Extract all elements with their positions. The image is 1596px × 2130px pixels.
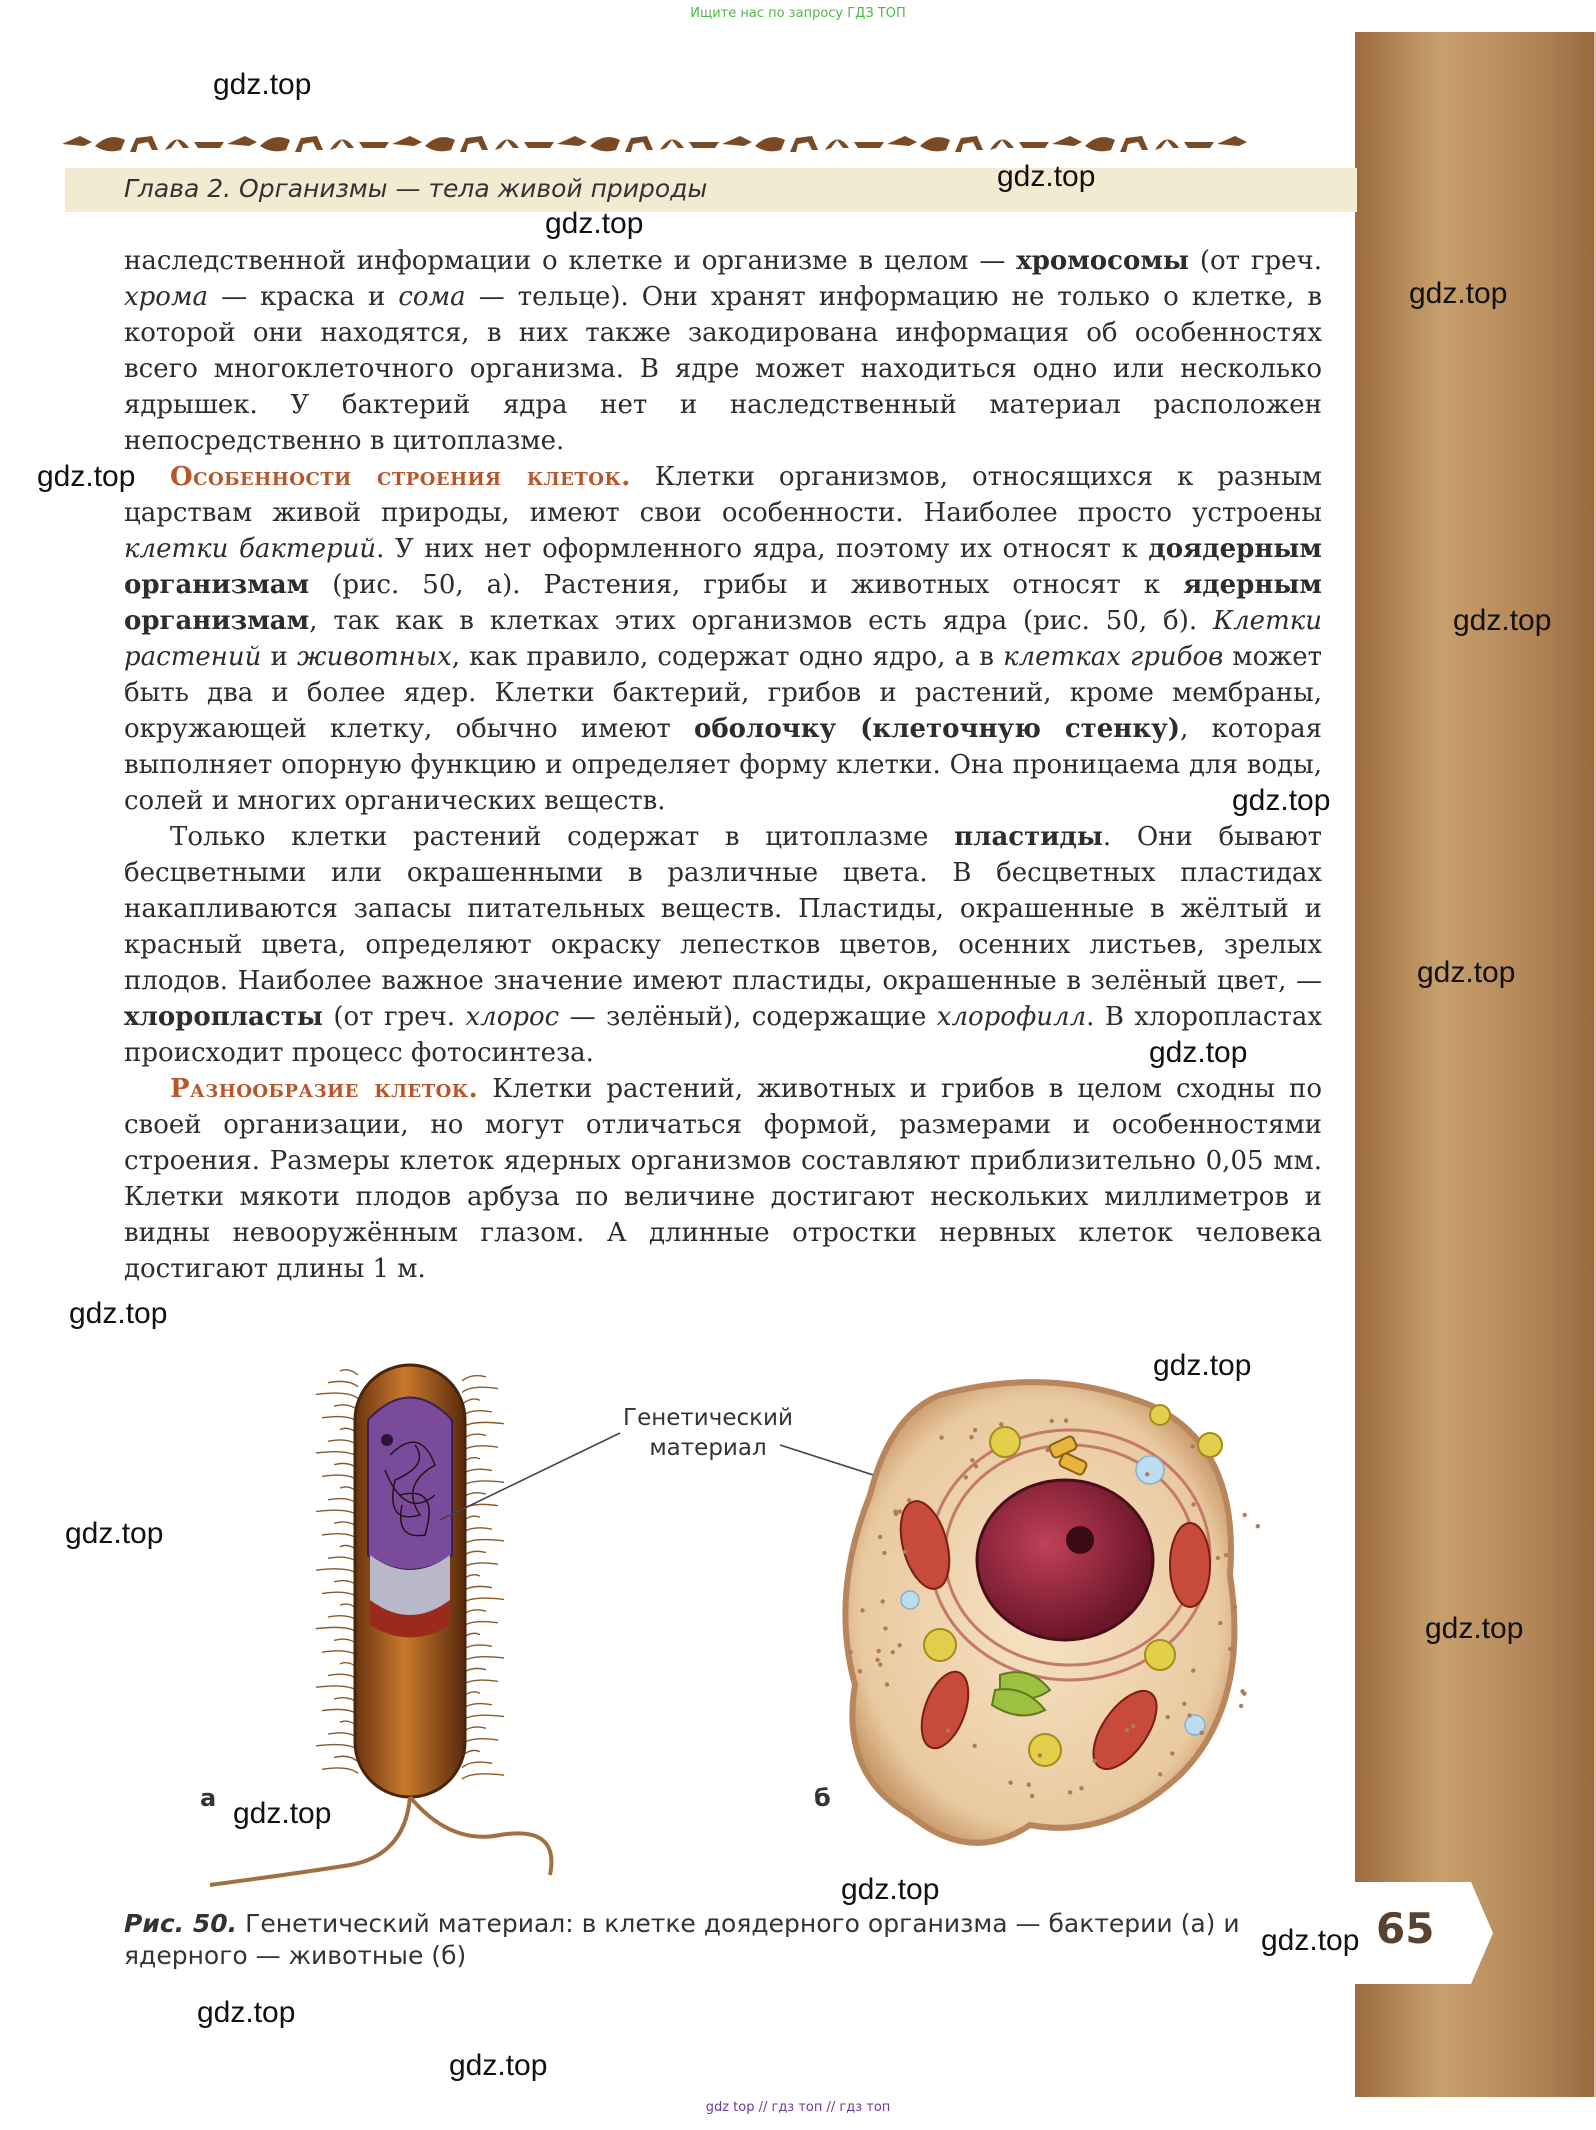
section-heading-cell-diversity: Разнообразие клеток.: [170, 1074, 479, 1104]
watermark: gdz.top: [213, 68, 312, 101]
watermark: gdz.top: [1409, 277, 1508, 310]
watermark: gdz.top: [1425, 1612, 1524, 1645]
paragraph-cell-features: Особенности строения клеток. Клетки организмов, относящихся к разным царствам живой природы, имеют свои особенности. Наиболее просто устроены клетки бактерий. У них нет оформленного ядра, поэтому их относят к доядерным организмам (рис. 50, а). Растения, грибы и животных относят к ядерным организмам, так как в клетках этих организмов есть ядра (рис. 50, б). Клетки растений и животных, как правило, содержат одно ядро, а в клетках грибов может быть два и более ядер. Клетки бактерий, грибов и растений, кроме мембраны, окружающей клетку, обычно имеют оболочку (клеточную стенку), которая выполняет опорную функцию и определяет форму клетки. Она проницаема для воды, солей и многих органических веществ.: [124, 462, 1323, 816]
watermark: gdz.top: [233, 1797, 332, 1830]
watermark: gdz.top: [197, 1996, 296, 2029]
watermark: gdz.top: [449, 2049, 548, 2082]
watermark: gdz.top: [1453, 604, 1552, 637]
figure-letter-b: б: [814, 1784, 831, 1812]
chapter-title: Глава 2. Организмы — тела живой природы: [124, 174, 708, 203]
genetic-material-label: Генетический материал: [623, 1405, 793, 1461]
watermark: gdz.top: [997, 160, 1096, 193]
animal-cell-drawing: [845, 1382, 1260, 1843]
paragraph-chromosomes: наследственной информации о клетке и организме в целом — хромосомы (от греч. хрома — краска и сома — тельце). Они хранят информацию не только о клетке, в которой они находятся, в них также закодирована информация об особенностях всего многоклеточного организма. В ядре может находиться одно или несколько ядрышек. У бактерий ядра нет и наследственный материал расположен непосредственно в цитоплазме.: [124, 246, 1322, 456]
figure-letter-a: а: [200, 1784, 217, 1812]
top-banner[interactable]: Ищите нас по запросу ГДЗ ТОП: [690, 6, 906, 21]
watermark: gdz.top: [545, 207, 644, 240]
page-number: 65: [1376, 1904, 1435, 1953]
animal-silhouette-border: [62, 122, 1252, 160]
watermark: gdz.top: [1232, 784, 1331, 817]
watermark: gdz.top: [1261, 1924, 1360, 1957]
footer-links[interactable]: gdz top // гдз топ // гдз топ: [705, 2100, 891, 2115]
body-text: [124, 243, 1322, 1287]
watermark: gdz.top: [65, 1517, 164, 1550]
watermark: gdz.top: [1153, 1349, 1252, 1382]
section-heading-cell-features: Особенности строения клеток.: [170, 462, 631, 492]
watermark: gdz.top: [37, 460, 136, 493]
paragraph-plastids: Только клетки растений содержат в цитоплазме пластиды. Они бывают бесцветными или окрашенными в различные цвета. В бесцветных пластидах накапливаются запасы питательных веществ. Пластиды, окрашенные в жёлтый и красный цвета, определяют окраску лепестков цветов, осенних листьев, зрелых плодов. Наиболее важное значение имеют пластиды, окрашенные в зелёный цвет, — хлоропласты (от греч. хлорос — зелёный), содержащие хлорофилл. В хлоропластах происходит процесс фотосинтеза.: [124, 822, 1323, 1068]
watermark: gdz.top: [1149, 1036, 1248, 1069]
paragraph-cell-diversity: Разнообразие клеток. Клетки растений, животных и грибов в целом сходны по своей организации, но могут отличаться формой, размерами и особенностями строения. Размеры клеток ядерных организмов составляют приблизительно 0,05 мм. Клетки мякоти плодов арбуза по величине достигают нескольких миллиметров и видны невооружённым глазом. А длинные отростки нервных клеток человека достигают длины 1 м.: [124, 1074, 1323, 1284]
watermark: gdz.top: [841, 1873, 940, 1906]
watermark: gdz.top: [69, 1297, 168, 1330]
figure-caption: Рис. 50. Генетический материал: в клетке доядерного организма — бактерии (а) и ядерного — животные (б): [124, 1909, 1240, 1970]
watermark: gdz.top: [1417, 956, 1516, 989]
side-decor-strip: [1355, 32, 1596, 2097]
